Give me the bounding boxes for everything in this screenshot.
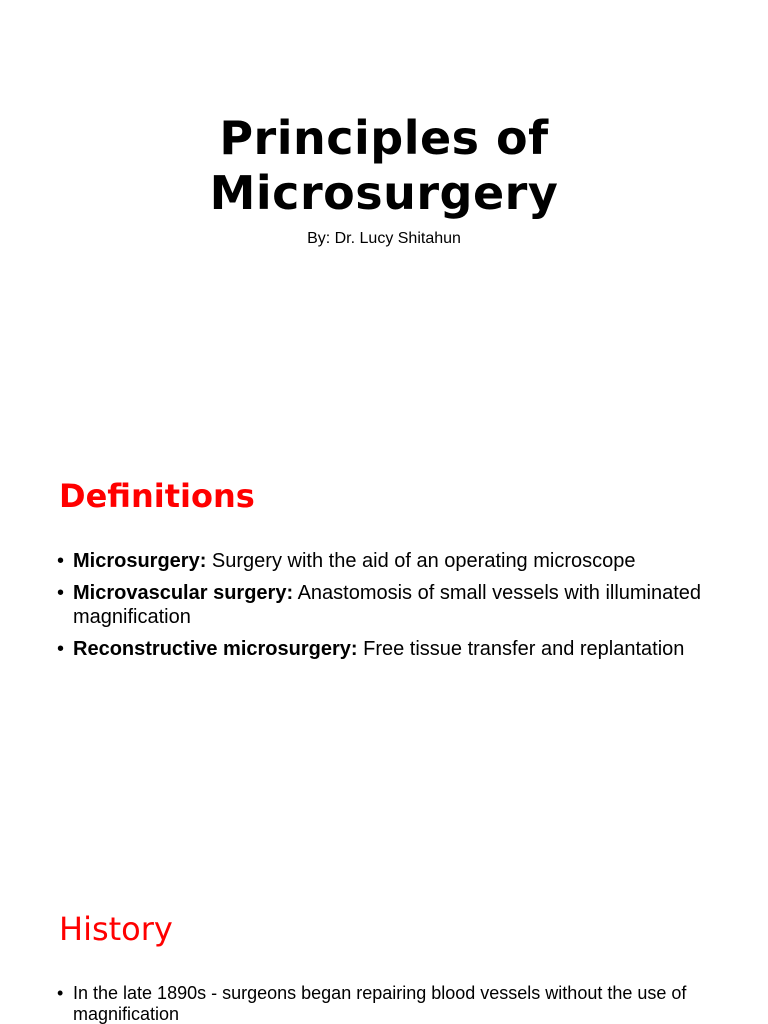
bullet-icon: • (57, 638, 65, 660)
bullet-icon: • (57, 983, 64, 1003)
history-text: In the late 1890s - surgeons began repairing blood vessels without the use of magnification (73, 983, 687, 1024)
presentation-author: By: Dr. Lucy Shitahun (307, 230, 461, 247)
title-slide (0, 0, 768, 432)
presentation-title (0, 111, 768, 221)
list-item (57, 637, 717, 661)
list-item (57, 549, 717, 573)
definition-term: Microsurgery: (73, 550, 207, 572)
definition-term: Microvascular surgery: (73, 582, 294, 604)
definition-text: Free tissue transfer and replantation (357, 638, 685, 660)
definitions-heading: Definitions (59, 477, 255, 515)
definitions-slide (0, 432, 768, 864)
list-item (57, 581, 717, 629)
title-line-2: Microsurgery (209, 166, 559, 220)
definition-text: Anastomosis of small vessels with illuminated magnification (73, 582, 702, 628)
list-item (57, 983, 717, 1024)
bullet-icon: • (57, 550, 65, 572)
history-list (57, 983, 717, 1024)
definition-text: Surgery with the aid of an operating microscope (206, 550, 636, 572)
definitions-list (57, 549, 717, 669)
title-line-1: Principles of (219, 111, 549, 165)
history-heading: History (59, 910, 173, 948)
bullet-icon: • (57, 582, 65, 604)
definition-term: Reconstructive microsurgery: (73, 638, 358, 660)
history-slide (0, 864, 768, 1024)
